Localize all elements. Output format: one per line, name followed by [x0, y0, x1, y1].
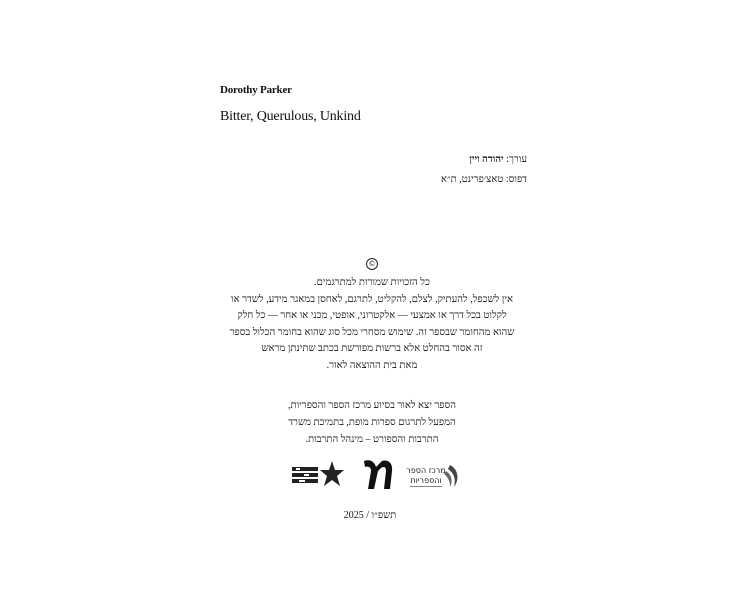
print-line: דפוס: טאצ׳פרינט, ת״א — [440, 174, 527, 185]
mem-letter-logo-icon — [360, 455, 396, 493]
book-title: Bitter, Querulous, Unkind — [220, 109, 361, 124]
rights-line: לקלוט בכל דרך או אמצעי — אלקטרוני, אופטי, מכני או אחר — כל חלק — [237, 310, 507, 321]
support-line: הספר יצא לאור בסיוע מרכז הספר והספריות, — [288, 400, 456, 411]
sponsor-logos — [290, 455, 460, 495]
author-name: Dorothy Parker — [220, 84, 292, 96]
rights-line: מאת בית ההוצאה לאור. — [326, 359, 418, 371]
svg-text:והספריות: והספריות — [410, 476, 442, 485]
support-notice — [236, 397, 508, 448]
editor-name: יהודה ויין — [469, 154, 504, 165]
book-center-logo — [406, 461, 460, 491]
culture-ministry-logo-icon — [290, 459, 346, 489]
support-line: המפעל לתרגום ספרות מופת, בתמיכת משרד — [288, 417, 456, 428]
publication-date: תשפ״ו / 2025 — [343, 510, 397, 521]
rights-line: אין לשכפל, להעתיק, לצלם, להקליט, לתרגם, לאחסן במאגר מידע, לשדר או — [231, 293, 513, 305]
book-center-logo-icon — [406, 461, 460, 491]
editor-line — [207, 150, 527, 170]
svg-text:מרכז הספר: מרכז הספר — [406, 466, 446, 475]
credits-block — [207, 150, 527, 190]
rights-line: זה אסור בהחלט אלא ברשות מפורשת בכתב שתינתן מראש — [261, 343, 483, 354]
support-line: התרבות והספורט – מינהל התרבות. — [305, 434, 439, 445]
rights-line: כל הזכויות שמורות למתרגמים. — [314, 277, 430, 288]
editor-label: עורך: — [506, 154, 527, 165]
rights-notice — [196, 275, 548, 374]
copyright-icon: © — [366, 258, 378, 270]
rights-line: שהוא מהחומר שבספר זה. שימוש מסחרי מכל סוג שהוא בחומר הכלול בספר — [229, 326, 515, 338]
